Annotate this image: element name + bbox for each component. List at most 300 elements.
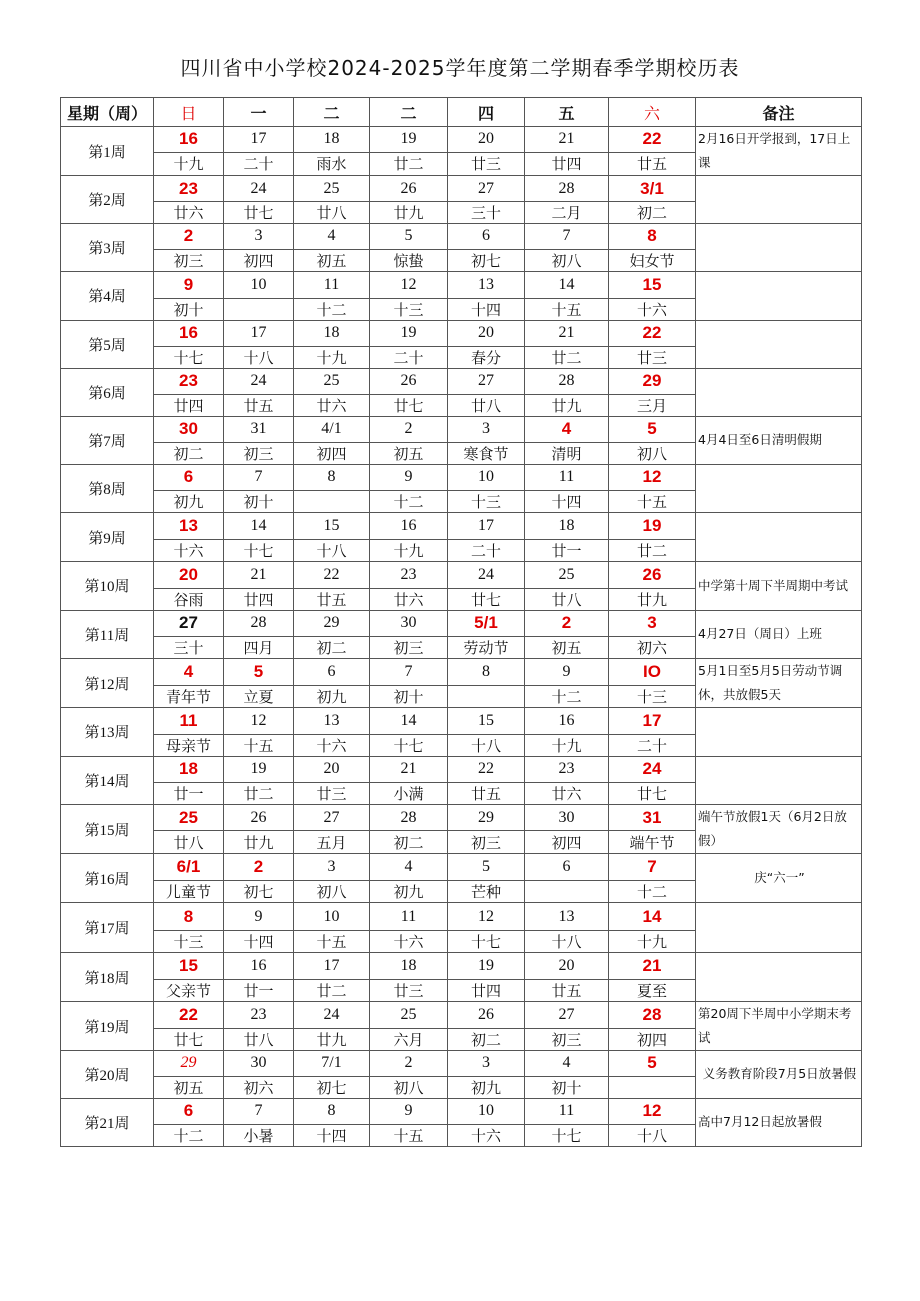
lunar-date: 儿童节	[154, 881, 224, 903]
date-number: 14	[400, 711, 417, 729]
date-cell	[370, 127, 448, 153]
lunar-date: 十二	[525, 686, 609, 708]
date-number: 26	[478, 1005, 494, 1023]
date-number: 14	[558, 275, 575, 293]
date-cell	[154, 562, 224, 589]
date-number: 4	[561, 419, 572, 438]
date-cell	[224, 1098, 294, 1125]
date-cell	[370, 1051, 448, 1077]
date-number: 5	[647, 419, 657, 438]
lunar-date: 初九	[294, 686, 370, 708]
lunar-date: 芒种	[448, 881, 525, 903]
lunar-date: 廿四	[154, 394, 224, 416]
date-number: 9	[562, 663, 571, 680]
lunar-date: 十六	[370, 931, 448, 953]
date-cell	[370, 224, 448, 250]
date-number: 28	[400, 808, 417, 826]
lunar-date: 初八	[294, 881, 370, 903]
date-cell	[609, 127, 696, 153]
date-cell	[294, 176, 370, 202]
date-number: 13	[558, 907, 575, 925]
date-number: 6/1	[176, 857, 201, 876]
date-cell	[294, 368, 370, 394]
lunar-date: 初三	[370, 637, 448, 659]
date-cell	[370, 854, 448, 881]
week-note: 端午节放假1天（6月2日放假）	[696, 805, 862, 854]
lunar-date: 初四	[525, 831, 609, 854]
date-cell	[224, 756, 294, 783]
lunar-date: 初三	[224, 442, 294, 464]
date-cell	[525, 1051, 609, 1077]
lunar-date: 十三	[370, 298, 448, 320]
lunar-date: 初五	[294, 249, 370, 271]
lunar-date: 十二	[154, 1125, 224, 1147]
date-number: 22	[642, 323, 662, 342]
date-cell	[294, 903, 370, 931]
week-label: 第13周	[61, 708, 154, 757]
date-cell	[525, 1098, 609, 1125]
lunar-date: 廿五	[525, 980, 609, 1002]
date-number: 7	[254, 468, 263, 486]
week-row	[61, 368, 862, 394]
date-number: 2	[253, 857, 264, 876]
date-cell	[224, 562, 294, 589]
date-number: 28	[558, 372, 575, 389]
lunar-date: 廿八	[525, 588, 609, 610]
date-number: 10	[250, 275, 267, 293]
week-label: 第14周	[61, 756, 154, 805]
date-number: 23	[179, 178, 198, 198]
date-number: 10	[323, 907, 340, 925]
date-cell	[154, 1002, 224, 1029]
date-number: 20	[558, 957, 575, 974]
lunar-date: 初二	[154, 442, 224, 464]
lunar-date: 初二	[609, 202, 696, 224]
week-row	[61, 562, 862, 589]
date-cell	[525, 416, 609, 442]
date-cell	[294, 805, 370, 831]
date-cell	[154, 805, 224, 831]
date-cell	[609, 562, 696, 589]
lunar-date: 初二	[370, 831, 448, 854]
lunar-date: 初九	[370, 881, 448, 903]
date-number: 3	[647, 613, 657, 633]
date-cell	[609, 513, 696, 540]
date-cell	[370, 464, 448, 491]
date-number: 17	[478, 517, 494, 534]
lunar-date: 廿九	[224, 831, 294, 854]
date-cell	[448, 756, 525, 783]
date-number: 16	[179, 129, 198, 149]
date-number: 22	[478, 760, 494, 778]
date-number: 6	[562, 858, 571, 875]
lunar-date: 十五	[370, 1125, 448, 1147]
date-number: 6	[327, 663, 336, 680]
date-number: 24	[478, 565, 494, 583]
week-row	[61, 176, 862, 202]
week-note	[696, 176, 862, 224]
week-row	[61, 756, 862, 783]
lunar-date: 立夏	[224, 686, 294, 708]
date-cell	[448, 416, 525, 442]
date-number: 4	[183, 662, 194, 681]
date-cell	[224, 176, 294, 202]
date-cell	[525, 1002, 609, 1029]
lunar-date: 廿八	[224, 1028, 294, 1051]
date-number: 22	[642, 129, 662, 149]
week-note	[696, 320, 862, 368]
lunar-date	[609, 1076, 696, 1098]
lunar-date: 十三	[154, 931, 224, 953]
header-fri: 五	[525, 98, 609, 127]
lunar-date: 初四	[224, 249, 294, 271]
page-title: 四川省中小学校2024-2025学年度第二学期春季学期校历表	[180, 56, 740, 80]
date-cell	[525, 805, 609, 831]
date-number: 19	[400, 130, 417, 148]
date-cell	[154, 224, 224, 250]
lunar-date: 廿四	[525, 152, 609, 176]
week-row	[61, 271, 862, 298]
week-label: 第11周	[61, 610, 154, 659]
date-number: 28	[558, 179, 575, 197]
date-number: 17	[642, 710, 662, 730]
date-number: 27	[558, 1005, 575, 1023]
lunar-date: 十七	[525, 1125, 609, 1147]
lunar-date: 廿九	[294, 1028, 370, 1051]
lunar-date: 十九	[609, 931, 696, 953]
date-number: 3	[254, 227, 263, 245]
week-label: 第5周	[61, 320, 154, 368]
lunar-date: 惊蛰	[370, 249, 448, 271]
lunar-date: 十八	[224, 346, 294, 368]
date-cell	[294, 464, 370, 491]
lunar-date	[294, 491, 370, 513]
date-number: 21	[558, 324, 575, 341]
week-row	[61, 224, 862, 250]
date-cell	[224, 416, 294, 442]
date-cell	[224, 610, 294, 637]
week-note: 中学第十周下半周期中考试	[696, 562, 862, 611]
lunar-date: 初五	[154, 1076, 224, 1098]
date-cell	[370, 176, 448, 202]
date-number: 16	[400, 517, 417, 534]
date-number: 8	[482, 663, 490, 680]
week-label: 第17周	[61, 903, 154, 953]
lunar-date: 初二	[448, 1028, 525, 1051]
date-number: 24	[642, 759, 662, 779]
date-number: 15	[642, 274, 662, 294]
week-label: 第12周	[61, 659, 154, 708]
lunar-date: 廿一	[525, 540, 609, 562]
date-number: 17	[250, 130, 267, 148]
date-number: 18	[323, 324, 340, 341]
lunar-date: 清明	[525, 442, 609, 464]
date-number: 9	[404, 1102, 413, 1120]
date-number: 11	[400, 907, 417, 925]
date-cell	[609, 1002, 696, 1029]
lunar-date: 廿九	[525, 394, 609, 416]
lunar-date: 初九	[154, 491, 224, 513]
week-row	[61, 1098, 862, 1125]
date-cell	[448, 320, 525, 346]
date-number: 21	[250, 565, 267, 583]
week-label: 第21周	[61, 1098, 154, 1147]
lunar-date: 初十	[224, 491, 294, 513]
week-note	[696, 903, 862, 953]
lunar-date: 小满	[370, 783, 448, 805]
lunar-date: 十二	[609, 881, 696, 903]
lunar-date: 谷雨	[154, 588, 224, 610]
date-cell	[609, 271, 696, 298]
lunar-date: 廿五	[224, 394, 294, 416]
date-cell	[609, 610, 696, 637]
date-number: 30	[558, 808, 575, 826]
lunar-date: 二十	[448, 540, 525, 562]
date-number: 27	[478, 372, 494, 389]
date-number: 8	[183, 906, 194, 926]
date-number: 10	[478, 468, 494, 486]
date-cell	[294, 756, 370, 783]
lunar-date: 十九	[154, 152, 224, 176]
date-cell	[448, 708, 525, 735]
week-note	[696, 513, 862, 562]
date-number: 9	[254, 907, 263, 925]
lunar-date: 十二	[294, 298, 370, 320]
date-cell	[609, 854, 696, 881]
date-number: 30	[250, 1054, 267, 1072]
date-number: 20	[179, 564, 198, 584]
date-number: 12	[400, 275, 417, 293]
lunar-date: 青年节	[154, 686, 224, 708]
week-label: 第1周	[61, 127, 154, 176]
date-number: 3/1	[640, 178, 664, 198]
date-number: 10	[478, 1102, 494, 1120]
date-number: 18	[558, 517, 575, 534]
date-number: 8	[327, 468, 336, 486]
date-number: 29	[323, 614, 340, 632]
date-number: 21	[642, 956, 662, 975]
date-cell	[294, 1098, 370, 1125]
date-number: 29	[180, 1054, 197, 1072]
date-number: 26	[642, 564, 662, 584]
lunar-date: 初十	[154, 298, 224, 320]
date-cell	[525, 224, 609, 250]
lunar-date: 十五	[525, 298, 609, 320]
date-number: 16	[250, 957, 267, 974]
date-number: 21	[400, 760, 417, 778]
date-cell	[370, 271, 448, 298]
date-cell	[154, 464, 224, 491]
week-row	[61, 1002, 862, 1029]
lunar-date: 廿六	[154, 202, 224, 224]
lunar-date	[224, 298, 294, 320]
lunar-date: 廿七	[224, 202, 294, 224]
lunar-date: 初十	[525, 1076, 609, 1098]
date-cell	[525, 464, 609, 491]
date-cell	[370, 368, 448, 394]
date-cell	[525, 756, 609, 783]
week-row	[61, 416, 862, 442]
lunar-date: 十五	[294, 931, 370, 953]
week-note: 4月27日（周日）上班	[696, 610, 862, 659]
lunar-date: 廿六	[525, 783, 609, 805]
date-cell	[448, 903, 525, 931]
date-cell	[154, 320, 224, 346]
lunar-date: 初四	[609, 1028, 696, 1051]
date-number: 2	[404, 1054, 413, 1072]
lunar-date: 廿六	[370, 588, 448, 610]
lunar-date: 母亲节	[154, 734, 224, 756]
lunar-date: 初四	[294, 442, 370, 464]
week-label: 第9周	[61, 513, 154, 562]
date-cell	[370, 659, 448, 686]
lunar-date: 初三	[154, 249, 224, 271]
date-number: 15	[478, 711, 494, 729]
week-label: 第15周	[61, 805, 154, 854]
lunar-date: 十三	[609, 686, 696, 708]
lunar-date	[525, 881, 609, 903]
date-cell	[154, 176, 224, 202]
lunar-date: 十二	[370, 491, 448, 513]
date-cell	[609, 756, 696, 783]
date-number: 5	[404, 227, 413, 245]
week-label: 第20周	[61, 1051, 154, 1099]
date-cell	[609, 224, 696, 250]
week-label: 第4周	[61, 271, 154, 320]
date-cell	[609, 368, 696, 394]
lunar-date: 廿七	[370, 394, 448, 416]
week-label: 第19周	[61, 1002, 154, 1051]
week-label: 第16周	[61, 854, 154, 903]
date-number: 24	[323, 1005, 340, 1023]
date-number: 4/1	[321, 420, 342, 437]
date-cell	[294, 1002, 370, 1029]
date-cell	[370, 320, 448, 346]
week-label: 第7周	[61, 416, 154, 464]
date-number: 31	[642, 807, 662, 827]
lunar-date: 廿九	[609, 588, 696, 610]
date-cell	[370, 903, 448, 931]
date-number: 7	[647, 857, 657, 876]
date-cell	[609, 176, 696, 202]
lunar-date: 廿八	[294, 202, 370, 224]
date-cell	[224, 1002, 294, 1029]
lunar-date: 十六	[609, 298, 696, 320]
date-number: 14	[642, 906, 662, 926]
week-note: 第20周下半周中小学期末考试	[696, 1002, 862, 1051]
date-cell	[609, 1051, 696, 1077]
lunar-date: 廿五	[609, 152, 696, 176]
date-number: 31	[250, 420, 267, 437]
date-cell	[448, 271, 525, 298]
date-number: 19	[478, 957, 494, 974]
week-note	[696, 756, 862, 805]
date-cell	[294, 854, 370, 881]
date-cell	[525, 127, 609, 153]
week-row	[61, 659, 862, 686]
date-number: 11	[179, 710, 198, 730]
date-cell	[224, 708, 294, 735]
date-number: 4	[562, 1054, 571, 1072]
lunar-date: 十七	[448, 931, 525, 953]
date-cell	[609, 805, 696, 831]
week-label: 第10周	[61, 562, 154, 611]
lunar-date: 父亲节	[154, 980, 224, 1002]
date-cell	[154, 127, 224, 153]
date-number: 26	[250, 808, 267, 826]
date-cell	[448, 953, 525, 980]
date-number: 28	[250, 614, 267, 632]
lunar-date: 十九	[294, 346, 370, 368]
date-cell	[448, 1051, 525, 1077]
date-cell	[609, 708, 696, 735]
date-cell	[525, 176, 609, 202]
week-label: 第6周	[61, 368, 154, 416]
date-cell	[224, 659, 294, 686]
date-number: 5	[647, 1053, 657, 1073]
lunar-date: 初七	[294, 1076, 370, 1098]
date-number: 6	[482, 227, 490, 245]
date-number: 22	[323, 565, 340, 583]
lunar-date: 十六	[448, 1125, 525, 1147]
lunar-date: 廿二	[370, 152, 448, 176]
date-cell	[370, 805, 448, 831]
date-number: 15	[179, 956, 198, 975]
date-cell	[370, 708, 448, 735]
date-number: 5/1	[474, 613, 498, 633]
week-row	[61, 513, 862, 540]
date-number: 25	[323, 179, 340, 197]
date-cell	[294, 513, 370, 540]
date-number: 9	[183, 274, 194, 294]
date-number: 13	[179, 516, 198, 535]
lunar-date: 五月	[294, 831, 370, 854]
lunar-date: 三十	[448, 202, 525, 224]
lunar-date: 妇女节	[609, 249, 696, 271]
date-cell	[154, 903, 224, 931]
date-number: 18	[179, 759, 198, 779]
date-number: 6	[183, 467, 194, 487]
date-number: 17	[250, 324, 267, 341]
date-cell	[525, 271, 609, 298]
week-note: 高中7月12日起放暑假	[696, 1098, 862, 1147]
lunar-date: 二十	[609, 734, 696, 756]
date-number: 20	[478, 324, 494, 341]
date-cell	[525, 513, 609, 540]
date-number: 13	[478, 275, 494, 293]
date-cell	[154, 953, 224, 980]
date-number: 25	[323, 372, 340, 389]
week-note: 4月4日至6日清明假期	[696, 416, 862, 464]
date-cell	[370, 1002, 448, 1029]
date-number: 11	[558, 468, 575, 486]
date-cell	[154, 756, 224, 783]
date-number: 16	[558, 711, 575, 729]
date-number: 8	[327, 1102, 336, 1120]
date-cell	[448, 659, 525, 686]
date-cell	[294, 127, 370, 153]
date-cell	[154, 1098, 224, 1125]
date-cell	[525, 659, 609, 686]
week-row	[61, 610, 862, 637]
header-tue: 二	[294, 98, 370, 127]
week-note: 2月16日开学报到，17日上课	[696, 127, 862, 176]
date-number: IO	[643, 662, 661, 681]
date-cell	[525, 368, 609, 394]
header-sat: 六	[609, 98, 696, 127]
lunar-date: 廿四	[448, 980, 525, 1002]
lunar-date: 三十	[154, 637, 224, 659]
